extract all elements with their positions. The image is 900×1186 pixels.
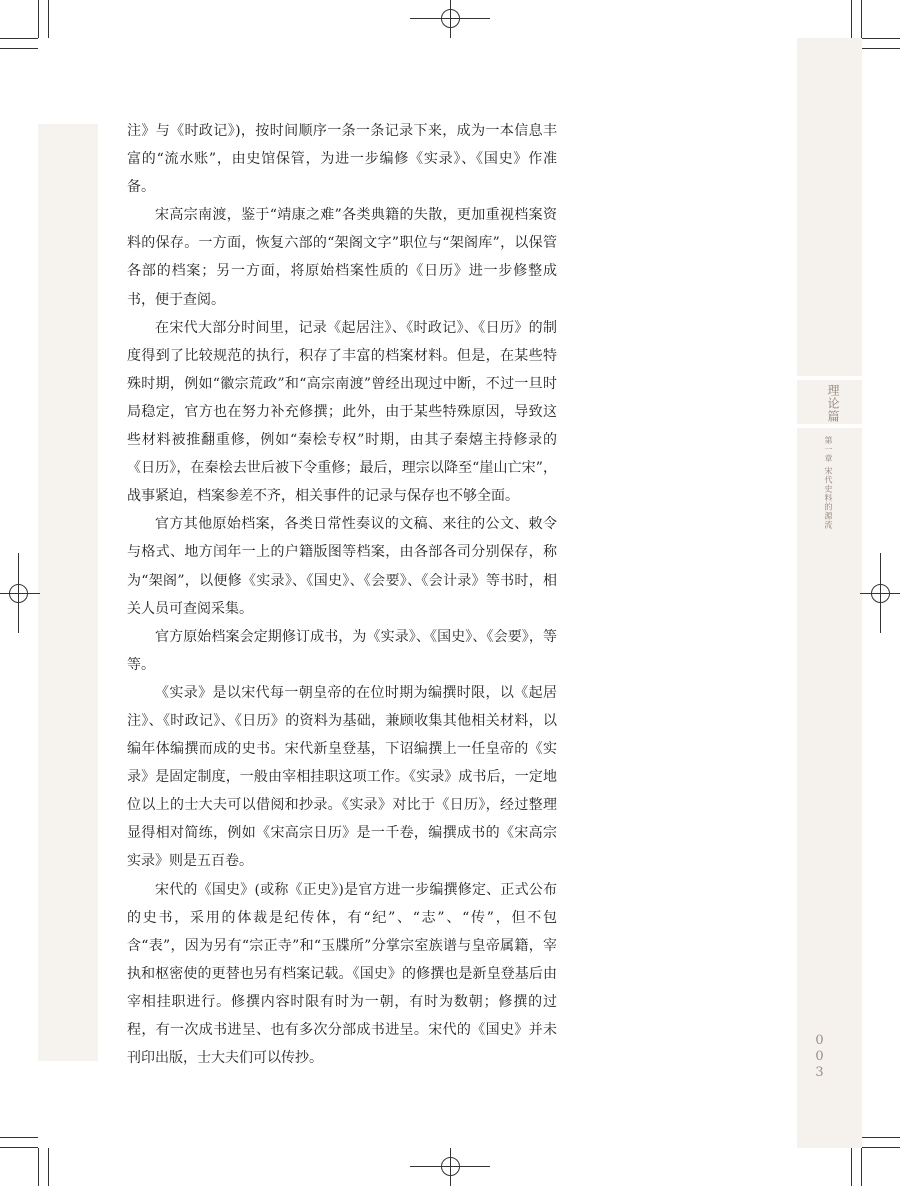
paragraph: 《实录》是以宋代每一朝皇帝的在位时期为编撰时限，以《起居注》、《时政记》、《日历》的资料为基础，兼顾收集其他相关材料，以编年体编撰而成的史书。宋代新皇登基，下诏编撰上一任皇帝的《实录》是固定制度，一般由宰相挂职这项工作。《实录》成书后，一定地位以上的士大夫可以借阅和抄录。《实录》对比于《日历》，经过整理显得相对简练，例如《宋高宗日历》是一千卷，编撰成书的《宋高宗实录》则是五百卷。 [127,684,557,870]
chapter-label: 第一章 宋代史料的源流 [824,436,833,530]
paragraph: 在宋代大部分时间里，记录《起居注》、《时政记》、《日历》的制度得到了比较规范的执行，积存了丰富的档案材料。但是，在某些特殊时期，例如“徽宗荒政”和“高宗南渡”曾经出现过中断，不过一旦时局稳定，官方也在努力补充修撰；此外，由于某些特殊原因，导致这些材料被推翻重修，例如“秦桧专权”时期，由其子秦熺主持修录的《日历》，在秦桧去世后被下令重修；最后，理宗以降至“崖山亡宋”，战事紧迫，档案参差不齐，相关事件的记录与保存也不够全面。 [127,319,557,505]
registration-mark-right [860,553,900,633]
paragraph: 注》与《时政记》)，按时间顺序一条一条记录下来，成为一本信息丰富的“流水账”，由史馆保管，为进一步编修《实录》、《国史》作准备。 [127,123,557,196]
paragraph: 官方其他原始档案，各类日常性奏议的文稿、来往的公文、敕令与格式、地方闰年一上的户籍版图等档案，由各部各司分别保存，称为“架阁”，以便修《实录》、《国史》、《会要》、《会计录》等书时，相关人员可查阅采集。 [127,516,557,617]
registration-mark-left [0,553,40,633]
page-number: 003 [812,1033,827,1081]
crop-mark-bottom-left [0,1136,50,1186]
crop-mark-top-left [0,0,50,50]
sidebar-divider [797,376,862,380]
section-label: 理论篇 [826,384,840,423]
left-margin-strip [38,124,98,1061]
paragraph: 宋代的《国史》(或称《正史》)是官方进一步编撰修定、正式公布的史书，采用的体裁是纪传体，有“纪”、“志”、“传”，但不包含“表”，因为另有“宗正寺”和“玉牒所”分掌宗室族谱与皇帝属籍，宰执和枢密使的更替也另有档案记载。《国史》的修撰也是新皇登基后由宰相挂职进行。修撰内容时限有时为一朝，有时为数朝；修撰的过程，有一次成书进呈、也有多次分部成书进呈。宋代的《国史》并未刊印出版，士大夫们可以传抄。 [127,881,557,1067]
sidebar-divider [797,424,862,428]
registration-mark-top [410,0,490,40]
paragraph: 宋高宗南渡，鉴于“靖康之难”各类典籍的失散，更加重视档案资料的保存。一方面，恢复六部的“架阁文字”职位与“架阁库”，以保管各部的档案；另一方面，将原始档案性质的《日历》进一步修整成书，便于查阅。 [127,207,557,308]
right-sidebar-strip [797,38,862,1148]
body-text [127,117,557,1072]
registration-mark-bottom [410,1146,490,1186]
paragraph: 官方原始档案会定期修订成书，为《实录》、《国史》、《会要》，等等。 [127,628,557,673]
